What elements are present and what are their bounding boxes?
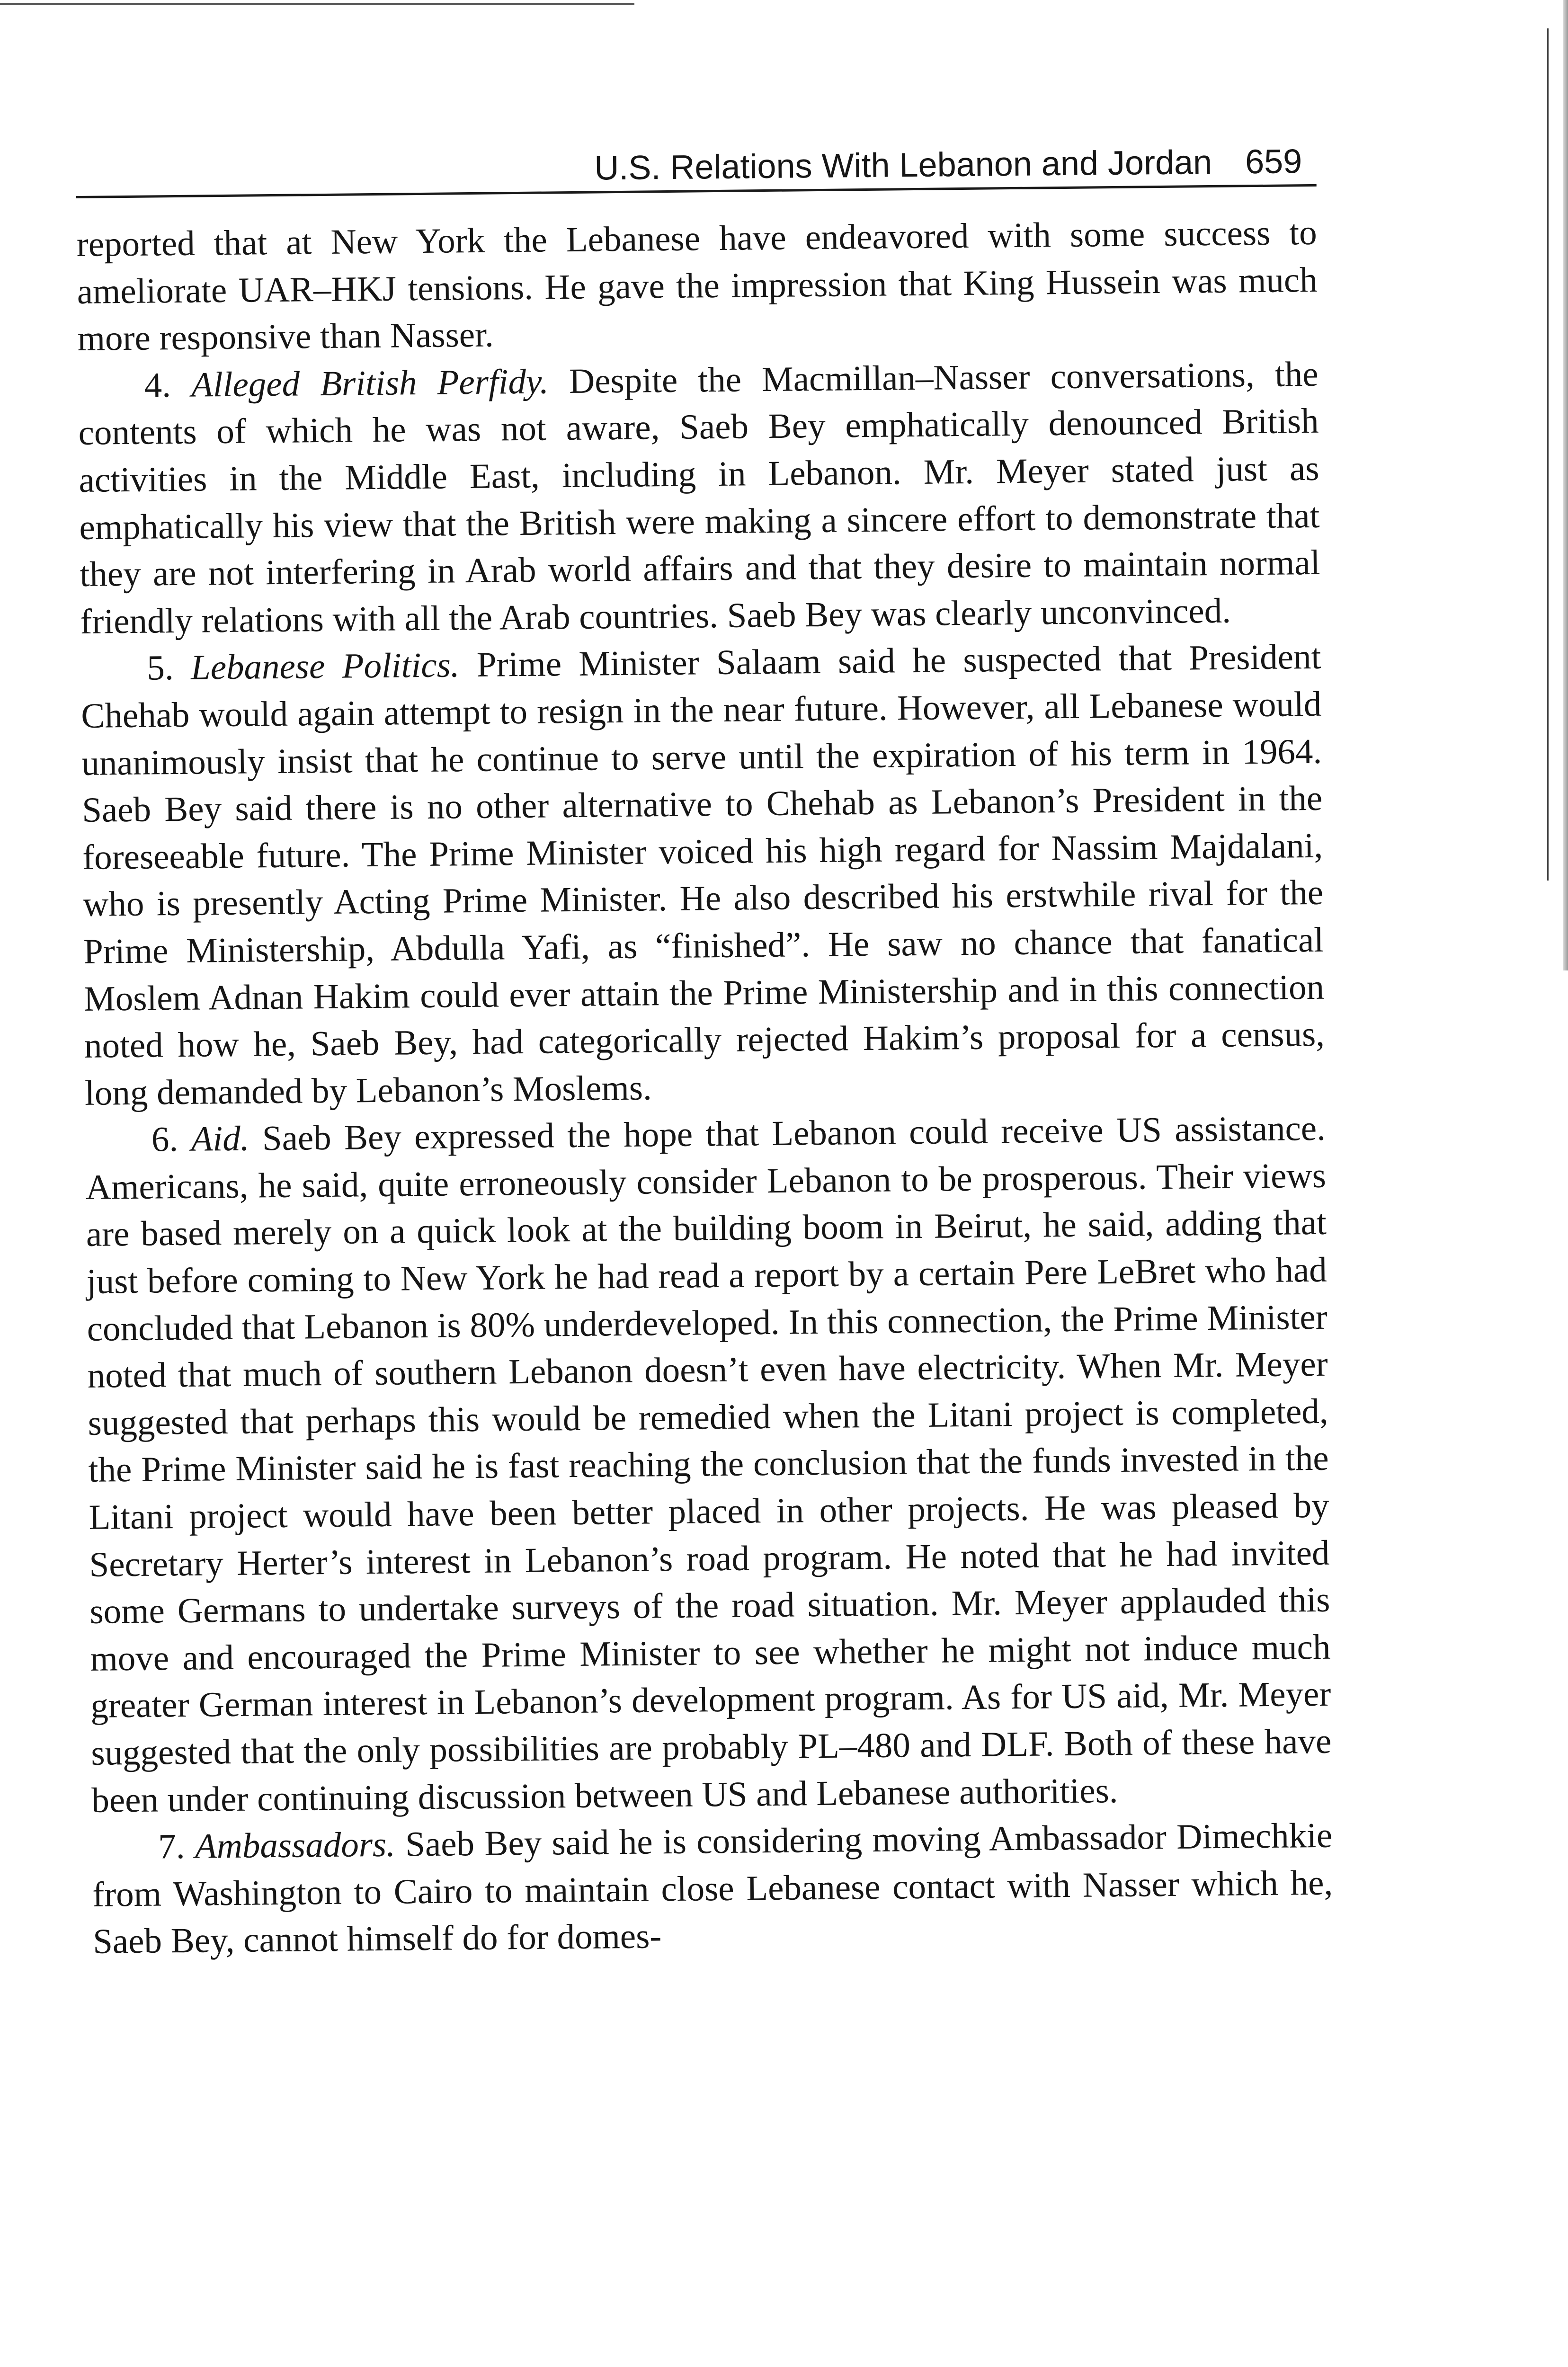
body-text [76,209,1333,1966]
paragraph-heading: Ambassadors. [195,1824,396,1866]
scan-right-line [1547,28,1549,881]
paragraph-heading: Aid. [191,1119,249,1159]
paragraph-lebanese-politics [80,633,1325,1117]
paragraph-heading: Lebanese Politics. [190,645,460,688]
paragraph-ambassadors [92,1812,1334,1966]
page-number: 659 [1245,142,1302,181]
paragraph-number: 5. [146,648,174,688]
paragraph-aid [85,1105,1332,1824]
paragraph-alleged-british-perfidy [78,351,1321,646]
running-head-title: U.S. Relations With Lebanon and Jordan [594,143,1212,187]
paragraph-number: 7. [158,1827,185,1867]
book-page [76,144,1334,1966]
paragraph-text: Prime Minister Salaam said he suspected that President Chehab would again attempt to resign in the near future. However, all Lebanese would unanimously insist that he continue to serve until the expiration of his term in 1964. Saeb Bey said there is no other alternative to Chehab as Lebanon’s President in the foreseeable future. The Prime Minister voiced his high regard for Nassim Majdalani, who is presently Acting Prime Minister. He also described his erstwhile rival for the Prime Ministership, Abdulla Yafi, as “finished”. He saw no chance that fanatical Moslem Adnan Hakim could ever attain the Prime Ministership and in this connection noted how he, Saeb Bey, had categorically rejected Hakim’s proposal for a census, long demanded by Lebanon’s Moslems. [80,637,1325,1113]
paragraph-number: 6. [151,1120,178,1159]
paragraph-continued [76,209,1318,363]
paragraph-heading: Alleged British Perfidy. [191,362,549,405]
scan-top-rule [0,3,634,5]
paragraph-text: Saeb Bey said he is considering moving Ambassador Dimechkie from Washington to Cairo to maintain close Lebanese contact with Nasser which he, Saeb Bey, cannot himself do for domes- [92,1815,1333,1962]
scan-right-edge [1563,0,1568,970]
paragraph-number: 4. [144,365,171,405]
paragraph-text: Despite the Macmillan–Nasser conversations, the contents of which he was not aware, Saeb Bey emphatically denounced British activities in the Middle East, including in Lebanon. Mr. Meyer stated just as emphatically his view that the British were making a sincere effort to demonstrate that they are not interfering in Arab world affairs and that they desire to maintain normal friendly relations with all the Arab countries. Saeb Bey was clearly unconvinced. [78,354,1320,641]
paragraph-text: Saeb Bey expressed the hope that Lebanon could receive US assistance. Americans, he said, quite erroneously consider Lebanon to be prosperous. Their views are based merely on a quick look at the building boom in Beirut, he said, adding that just before coming to New York he had read a report by a certain Pere LeBret who had concluded that Lebanon is 80% underdeveloped. In this connection, the Prime Minister noted that much of southern Lebanon doesn’t even have electricity. When Mr. Meyer suggested that perhaps this would be remedied when the Litani project is completed, the Prime Minister said he is fast reaching the conclusion that the funds invested in the Litani project would have been better placed in other projects. He was pleased by Secretary Herter’s interest in Lebanon’s road program. He noted that he had invited some Germans to undertake surveys of the road situation. Mr. Meyer applauded this move and encouraged the Prime Minister to see whether he might not induce much greater German interest in Lebanon’s development program. As for US aid, Mr. Meyer suggested that the only possibilities are probably PL–480 and DLF. Both of these have been under continuing discussion between US and Lebanese authorities. [85,1109,1332,1820]
running-head [76,144,1317,198]
paragraph-text: reported that at New York the Lebanese have endeavored with some success to ameliorate UAR–HKJ tensions. He gave the impression that King Hussein was much more responsive than Nasser. [76,213,1318,359]
